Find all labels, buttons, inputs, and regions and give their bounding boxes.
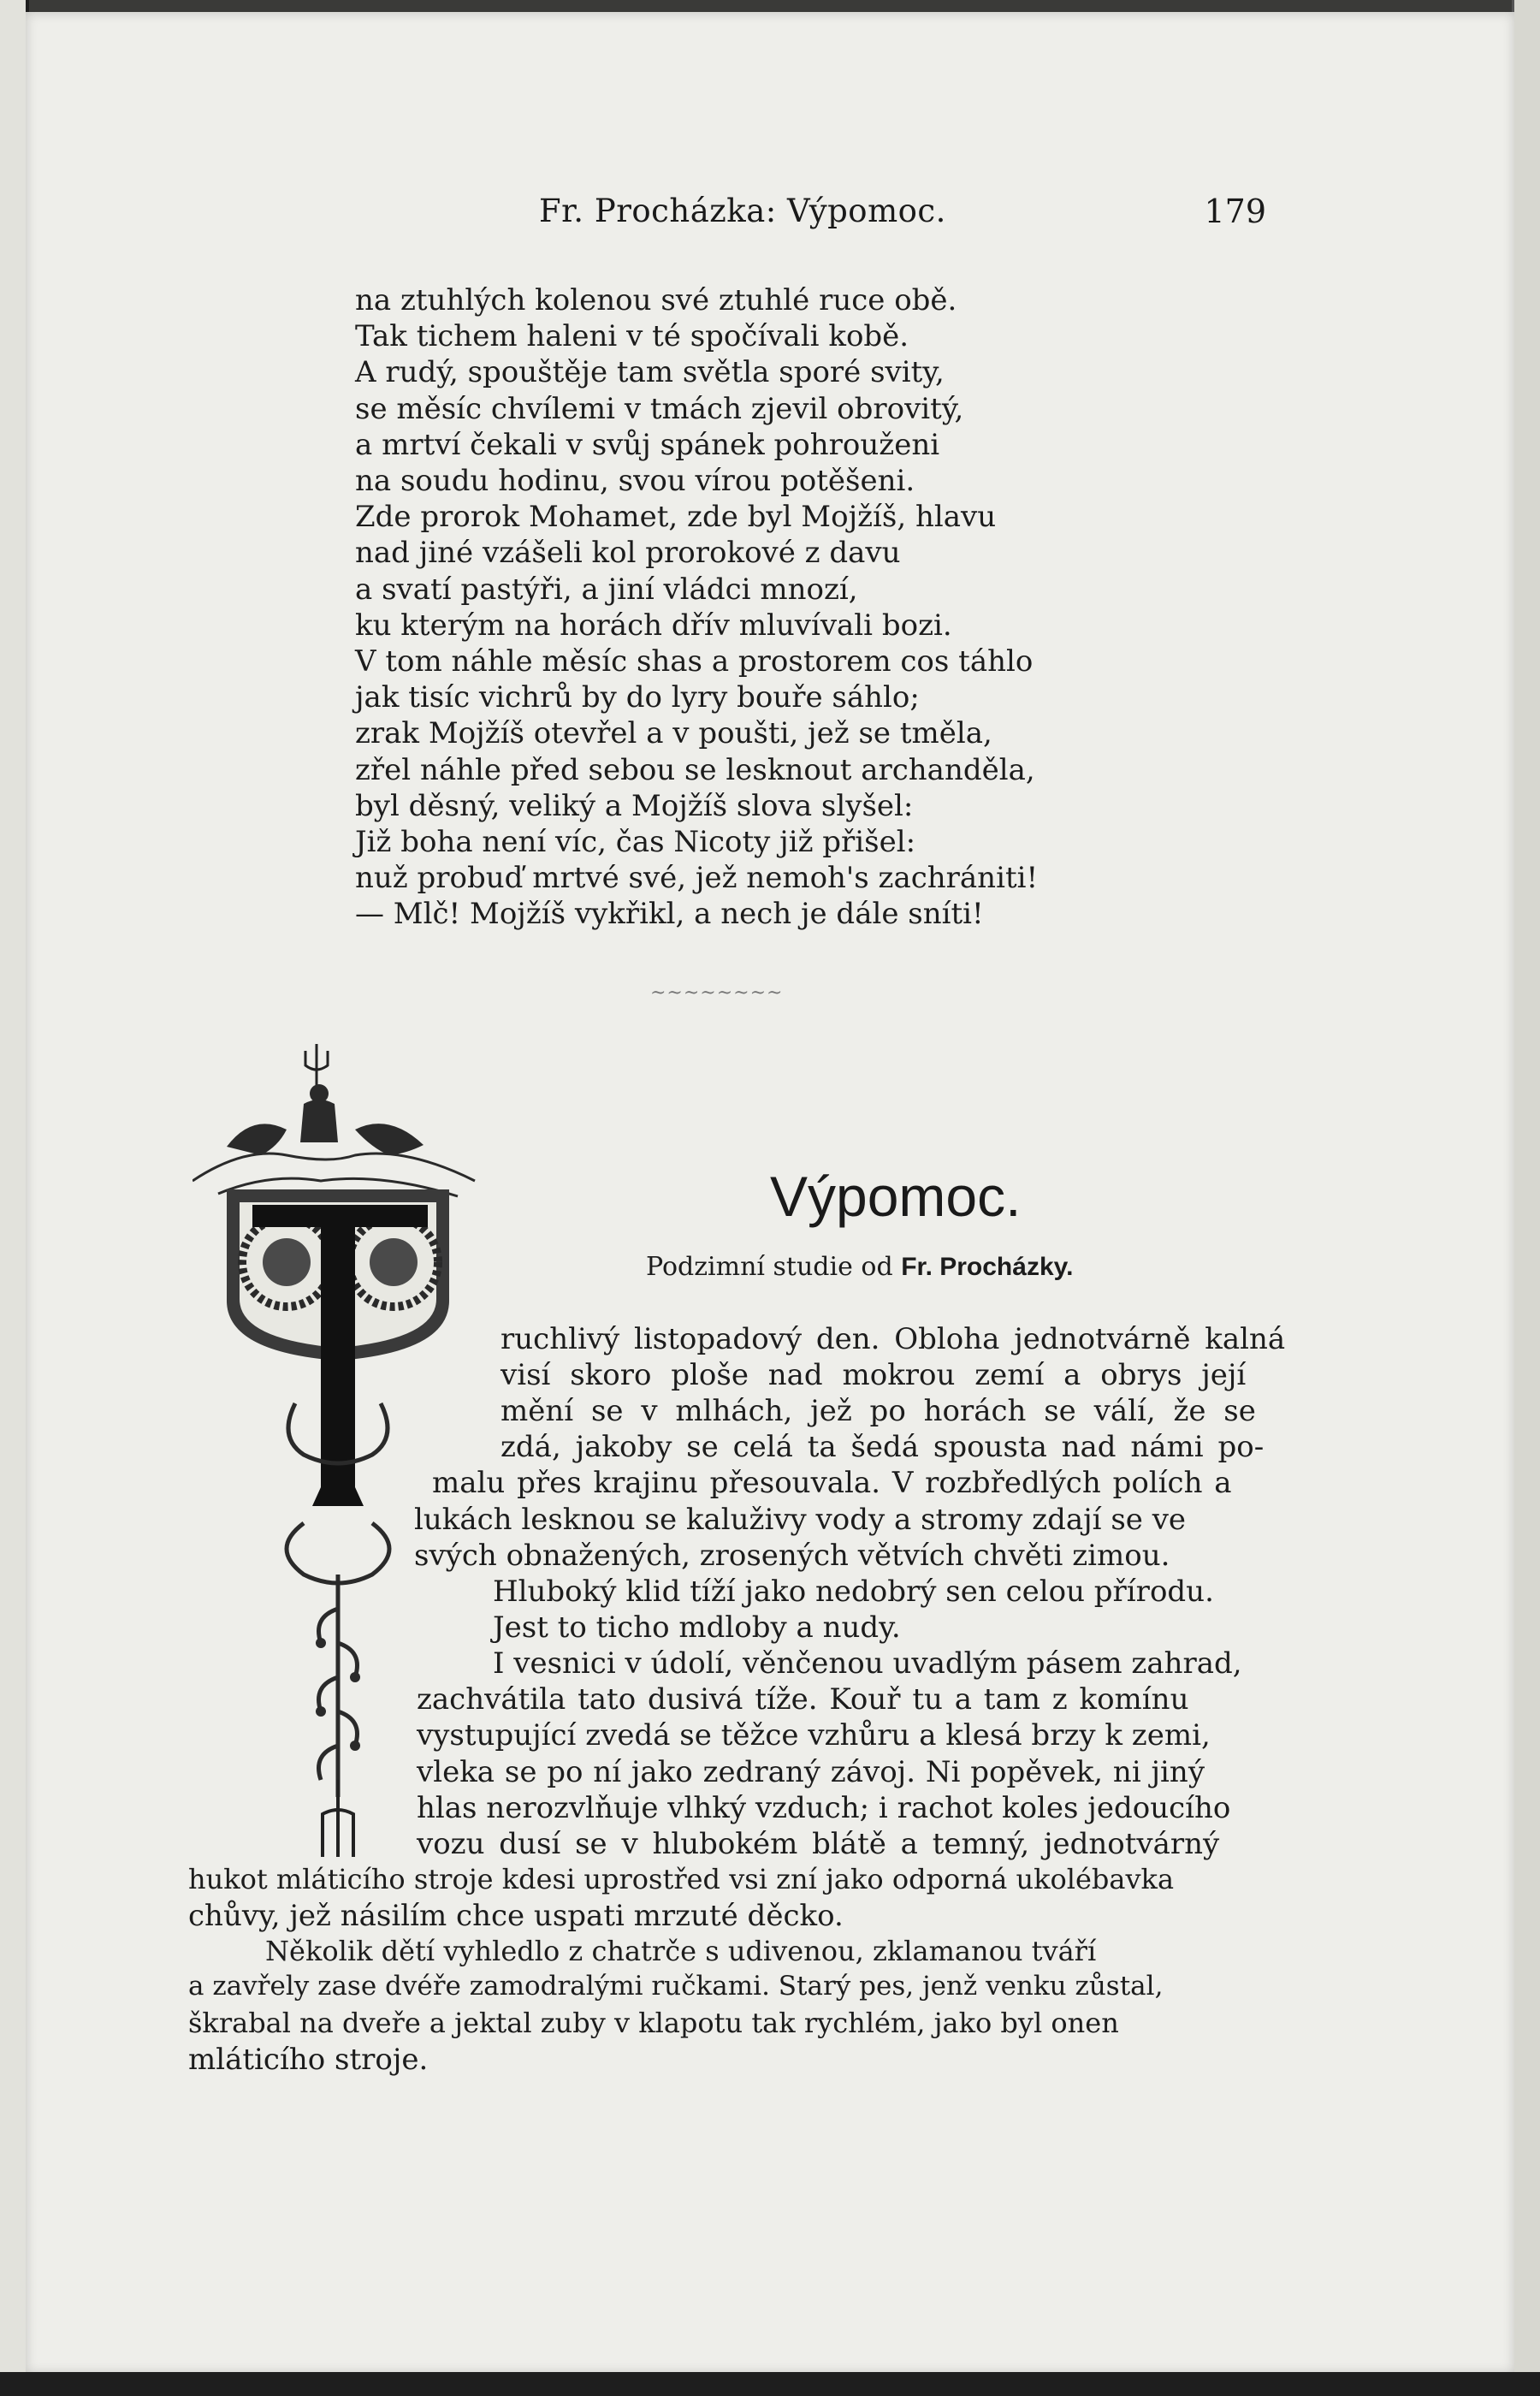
- poem-line: nad jiné vzášeli kol prorokové z davu: [355, 536, 901, 571]
- poem-line: a svatí pastýři, a jiní vládci mnozí,: [355, 572, 858, 607]
- prose-line: lukách lesknou se kaluživy vody a stromy zdají se ve: [414, 1503, 1187, 1537]
- prose-line: škrabal na dveře a jektal zuby v klapotu tak rychlém, jako byl onen: [188, 2007, 1119, 2039]
- prose-line: svých obnažených, zrosených větvích chvěti zimou.: [414, 1539, 1170, 1573]
- subtitle-author: Fr. Procházky.: [901, 1253, 1074, 1281]
- book-gutter-edge: [0, 0, 29, 2396]
- article-subtitle: [646, 1252, 1073, 1282]
- prose-line: zdá, jakoby se celá ta šedá spousta nad námi po-: [500, 1430, 1265, 1464]
- article-title: Výpomoc.: [770, 1165, 1022, 1228]
- subtitle-prefix: Podzimní studie od: [646, 1252, 893, 1282]
- prose-line: ruchlivý listopadový den. Obloha jednotvárně kalná: [500, 1322, 1286, 1356]
- poem-line: byl děsný, veliký a Mojžíš slova slyšel:: [355, 788, 914, 823]
- poem-line: a mrtví čekali v svůj spánek pohrouženi: [355, 427, 940, 462]
- prose-line: malu přes krajinu přesouvala. V rozbředlých polích a: [432, 1466, 1232, 1500]
- poem-block: [355, 282, 1125, 933]
- poem-line: jak tisíc vichrů by do lyry bouře sáhlo;: [355, 680, 920, 715]
- poem-line: Tak tichem haleni v té spočívali kobě.: [355, 319, 909, 354]
- running-head: Fr. Procházka: Výpomoc.: [539, 193, 946, 229]
- prose-line: hlas nerozvlňuje vlhký vzduch; i rachot koles jedoucího: [417, 1791, 1231, 1825]
- poem-line: V tom náhle měsíc shas a prostorem cos táhlo: [355, 644, 1034, 679]
- prose-line: I vesnici v údolí, věnčenou uvadlým pásem zahrad,: [493, 1646, 1242, 1681]
- poem-line: Zde prorok Mohamet, zde byl Mojžíš, hlavu: [355, 500, 997, 535]
- prose-line: Několik dětí vyhledlo z chatrče s udivenou, zklamanou tváří: [265, 1935, 1097, 1967]
- page-header: [513, 193, 1266, 244]
- prose-line: mění se v mlhách, jež po horách se válí, že se: [500, 1394, 1256, 1428]
- poem-line: na soudu hodinu, svou vírou potěšeni.: [355, 464, 915, 499]
- poem-line: nuž probuď mrtvé své, jež nemoh's zachrániti!: [355, 861, 1039, 896]
- scan-bottom-edge: [0, 2372, 1540, 2396]
- poem-line: — Mlč! Mojžíš vykřikl, a nech je dále sníti!: [355, 897, 984, 932]
- page-number: 179: [1204, 193, 1266, 230]
- page-stack-edge: [1512, 0, 1540, 2396]
- prose-line: hukot mláticího stroje kdesi uprostřed vsi zní jako odporná ukolébavka: [188, 1863, 1175, 1895]
- poem-line: zrak Mojžíš otevřel a v poušti, jež se tměla,: [355, 716, 992, 751]
- prose-line: mláticího stroje.: [188, 2043, 429, 2077]
- prose-line: vleka se po ní jako zedraný závoj. Ni popěvek, ni jiný: [417, 1755, 1205, 1789]
- prose-line: Jest to ticho mdloby a nudy.: [493, 1610, 901, 1645]
- poem-line: Již boha není víc, čas Nicoty již přišel:: [355, 825, 916, 860]
- prose-line: vozu dusí se v hlubokém blátě a temný, jednotvárný: [417, 1827, 1220, 1861]
- prose-line: zachvátila tato dusivá tíže. Kouř tu a tam z komínu: [417, 1682, 1189, 1717]
- prose-line: Hluboký klid tíží jako nedobrý sen celou přírodu.: [493, 1575, 1214, 1609]
- prose-line: vystupující zvedá se těžce vzhůru a klesá brzy k zemi,: [417, 1718, 1211, 1753]
- prose-line: visí skoro ploše nad mokrou zemí a obrys její: [500, 1358, 1247, 1392]
- section-divider: ~~~~~~~~: [650, 982, 784, 1004]
- poem-line: zřel náhle před sebou se lesknout archanděla,: [355, 752, 1035, 787]
- poem-line: na ztuhlých kolenou své ztuhlé ruce obě.: [355, 283, 957, 317]
- poem-line: A rudý, spouštěje tam světla sporé svity,: [355, 355, 945, 390]
- prose-line: a zavřely zase dvéře zamodralými ručkami. Starý pes, jenž venku zůstal,: [188, 1971, 1164, 2002]
- poem-line: se měsíc chvílemi v tmách zjevil obrovitý,: [355, 391, 964, 426]
- poem-line: ku kterým na horách dřív mluvívali bozi.: [355, 608, 952, 643]
- prose-line: chůvy, jež násilím chce uspati mrzuté děcko.: [188, 1899, 844, 1933]
